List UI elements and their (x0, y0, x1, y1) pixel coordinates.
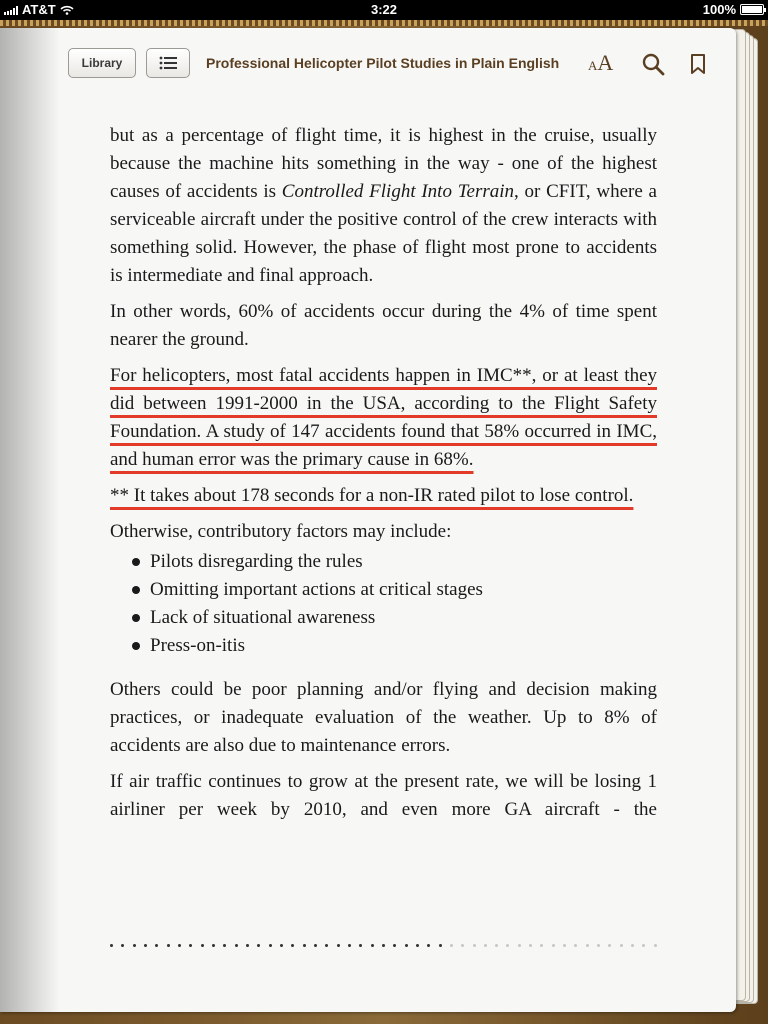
list-icon (159, 56, 177, 70)
battery-percent: 100% (702, 2, 736, 17)
highlight[interactable]: ** It takes about 178 seconds for a non-IR rated pilot to lose control. (110, 485, 634, 506)
progress-dot[interactable] (461, 944, 464, 947)
paragraph: but as a percentage of flight time, it is highest in the cruise, usually because the machine hits something in the way - one of the highest causes of accidents is Controlled Flight Into Terrain, or CFIT, where a serviceable aircraft under the positive control of the crew interacts with something solid. However, the phase of flight most prone to accidents is intermediate and final approach. (110, 125, 657, 286)
progress-dot[interactable] (518, 944, 521, 947)
progress-dot[interactable] (405, 944, 408, 947)
progress-dot[interactable] (552, 944, 555, 947)
progress-dot[interactable] (189, 944, 192, 947)
progress-dot[interactable] (473, 944, 476, 947)
progress-dot[interactable] (325, 944, 328, 947)
progress-dot[interactable] (280, 944, 283, 947)
font-small-glyph: A (588, 58, 598, 73)
progress-dot[interactable] (506, 944, 509, 947)
progress-dot[interactable] (223, 944, 226, 947)
progress-dot[interactable] (439, 944, 442, 947)
battery-level-fill (742, 6, 762, 13)
paragraph: If air traffic continues to grow at the present rate, we will be losing 1 airliner per week by 2010, and even more GA aircraft - the (110, 771, 657, 820)
progress-dot[interactable] (427, 944, 430, 947)
status-bar (0, 0, 768, 20)
progress-dot[interactable] (574, 944, 577, 947)
progress-dot[interactable] (348, 944, 351, 947)
progress-dot[interactable] (597, 944, 600, 947)
progress-dot[interactable] (337, 944, 340, 947)
progress-dot[interactable] (212, 944, 215, 947)
progress-dot[interactable] (620, 944, 623, 947)
progress-dot[interactable] (654, 944, 657, 947)
progress-dot[interactable] (416, 944, 419, 947)
progress-dot[interactable] (529, 944, 532, 947)
progress-dot[interactable] (178, 944, 181, 947)
progress-dot[interactable] (586, 944, 589, 947)
font-large-glyph: A (597, 50, 614, 75)
library-button-label: Library (81, 56, 123, 70)
table-of-contents-button[interactable] (146, 48, 190, 78)
progress-dot[interactable] (201, 944, 204, 947)
reading-progress-dots[interactable] (110, 944, 657, 954)
progress-dot[interactable] (450, 944, 453, 947)
progress-dot[interactable] (393, 944, 396, 947)
paragraph: Otherwise, contributory factors may include: (110, 521, 452, 542)
bookmark-icon[interactable] (690, 54, 706, 74)
battery-icon (740, 4, 764, 15)
list-item: Omitting important actions at critical stages (128, 576, 657, 604)
search-icon[interactable] (641, 52, 665, 76)
progress-dot[interactable] (563, 944, 566, 947)
progress-dot[interactable] (121, 944, 124, 947)
book-text (110, 122, 657, 832)
bullet-list (110, 548, 657, 660)
book-title: Professional Helicopter Pilot Studies in Plain English (206, 55, 560, 71)
progress-dot[interactable] (642, 944, 645, 947)
status-time: 3:22 (370, 2, 398, 17)
progress-dot[interactable] (359, 944, 362, 947)
progress-dot[interactable] (144, 944, 147, 947)
highlighted-footnote[interactable] (110, 482, 657, 510)
highlighted-paragraph[interactable] (110, 362, 657, 474)
progress-dot[interactable] (314, 944, 317, 947)
progress-dot[interactable] (155, 944, 158, 947)
list-item: Press-on-itis (128, 632, 657, 660)
progress-dot[interactable] (110, 944, 113, 947)
progress-dot[interactable] (540, 944, 543, 947)
progress-dot[interactable] (608, 944, 611, 947)
highlight[interactable]: For helicopters, most fatal accidents happen in IMC**, or at least they did between 1991-2000 in the USA, according to the Flight Safety Foundation. A study of 147 accidents found that 58% occurred in IMC, and human error was the primary cause in 68%. (110, 365, 657, 470)
progress-dot[interactable] (631, 944, 634, 947)
carrier-name: AT&T (22, 2, 56, 17)
emphasized-term: Controlled Flight Into Terrain (281, 181, 515, 202)
progress-dot[interactable] (167, 944, 170, 947)
font-size-button[interactable] (588, 50, 613, 76)
progress-dot[interactable] (269, 944, 272, 947)
progress-dot[interactable] (291, 944, 294, 947)
progress-dot[interactable] (246, 944, 249, 947)
progress-dot[interactable] (371, 944, 374, 947)
paragraph: In other words, 60% of accidents occur during the 4% of time spent nearer the ground. (110, 301, 657, 350)
progress-dot[interactable] (133, 944, 136, 947)
list-item: Pilots disregarding the rules (128, 548, 657, 576)
progress-dot[interactable] (257, 944, 260, 947)
progress-dot[interactable] (495, 944, 498, 947)
progress-dot[interactable] (303, 944, 306, 947)
progress-dot[interactable] (484, 944, 487, 947)
library-button[interactable] (68, 48, 136, 78)
list-item: Lack of situational awareness (128, 604, 657, 632)
paragraph: Others could be poor planning and/or flying and decision making practices, or inadequate evaluation of the weather. Up to 8% of accidents are also due to maintenance errors. (110, 679, 657, 756)
progress-dot[interactable] (235, 944, 238, 947)
progress-dot[interactable] (382, 944, 385, 947)
